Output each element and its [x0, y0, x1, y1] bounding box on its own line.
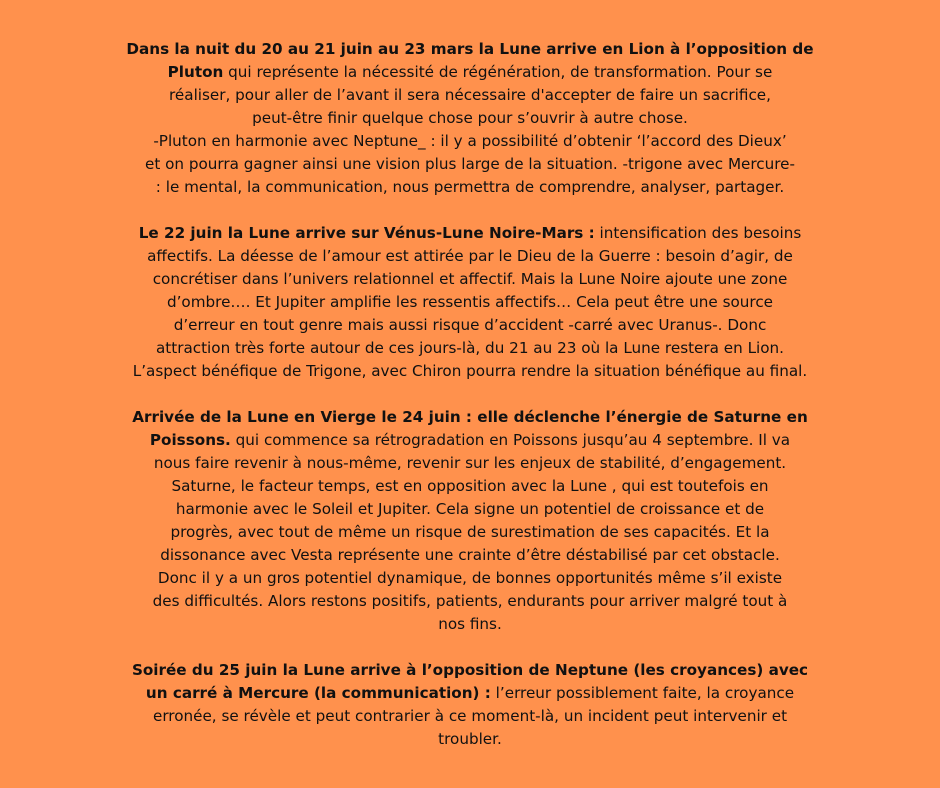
line-text: harmonie avec le Soleil et Jupiter. Cela signe un potentiel de croissance et de	[175, 500, 765, 518]
text-line	[0, 544, 940, 567]
line-text: qui commence sa rétrogradation en Poissons jusqu’au 4 septembre. Il va	[230, 431, 791, 449]
line-text: attraction très forte autour de ces jours-là, du 21 au 23 où la Lune restera en Lion.	[155, 339, 785, 357]
text-line	[0, 682, 940, 705]
paragraph-neptune-opposition	[0, 659, 940, 751]
line-text: nous faire revenir à nous-même, revenir sur les enjeux de stabilité, d’engagement.	[153, 454, 787, 472]
text-line	[0, 429, 940, 452]
text-line	[0, 153, 940, 176]
line-text: : le mental, la communication, nous permettra de comprendre, analyser, partager.	[155, 178, 785, 196]
text-line	[0, 475, 940, 498]
line-text: dissonance avec Vesta représente une crainte d’être déstabilisé par cet obstacle.	[160, 546, 780, 564]
line-text: intensification des besoins	[594, 224, 802, 242]
line-text: et on pourra gagner ainsi une vision plus large de la situation. -trigone avec Mercure-	[144, 155, 796, 173]
text-line	[0, 245, 940, 268]
line-text: affectifs. La déesse de l’amour est attirée par le Dieu de la Guerre : besoin d’agir, de	[147, 247, 793, 265]
line-text: L’aspect bénéfique de Trigone, avec Chiron pourra rendre la situation bénéfique au final.	[132, 362, 808, 380]
text-line	[0, 61, 940, 84]
text-line	[0, 705, 940, 728]
text-line	[0, 107, 940, 130]
text-line	[0, 728, 940, 751]
text-line	[0, 222, 940, 245]
text-line	[0, 130, 940, 153]
bold-lead: Poissons.	[149, 431, 231, 449]
text-line	[0, 314, 940, 337]
text-line	[0, 84, 940, 107]
text-line	[0, 337, 940, 360]
text-line	[0, 176, 940, 199]
text-line	[0, 406, 940, 429]
text-line	[0, 452, 940, 475]
line-text: nos fins.	[438, 615, 502, 633]
text-line	[0, 613, 940, 636]
text-line	[0, 291, 940, 314]
text-line	[0, 38, 940, 61]
line-text: d’erreur en tout genre mais aussi risque d’accident -carré avec Uranus-. Donc	[173, 316, 767, 334]
line-text: qui représente la nécessité de régénération, de transformation. Pour se	[223, 63, 773, 81]
bold-lead: Pluton	[167, 63, 224, 81]
line-text: troubler.	[438, 730, 502, 748]
line-text: Donc il y a un gros potentiel dynamique, de bonnes opportunités même s’il existe	[157, 569, 783, 587]
paragraph-lune-vierge	[0, 406, 940, 636]
bold-lead: Dans la nuit du 20 au 21 juin au 23 mars la Lune arrive en Lion à l’opposition de	[126, 40, 814, 58]
paragraph-venus-mars	[0, 222, 940, 383]
text-line	[0, 521, 940, 544]
line-text: -Pluton en harmonie avec Neptune_ : il y a possibilité d’obtenir ‘l’accord des Dieux’	[153, 132, 787, 150]
bold-lead: Le 22 juin la Lune arrive sur Vénus-Lune Noire-Mars :	[138, 224, 595, 242]
bold-lead: un carré à Mercure (la communication) :	[145, 684, 491, 702]
bold-lead: Soirée du 25 juin la Lune arrive à l’opposition de Neptune (les croyances) avec	[131, 661, 809, 679]
text-line	[0, 590, 940, 613]
line-text: progrès, avec tout de même un risque de surestimation de ses capacités. Et la	[170, 523, 770, 541]
text-line	[0, 567, 940, 590]
text-line	[0, 498, 940, 521]
horoscope-text-block	[0, 38, 940, 774]
text-line	[0, 360, 940, 383]
text-line	[0, 659, 940, 682]
text-line	[0, 268, 940, 291]
line-text: erronée, se révèle et peut contrarier à ce moment-là, un incident peut intervenir et	[152, 707, 788, 725]
paragraph-pluton-opposition	[0, 38, 940, 199]
line-text: peut-être finir quelque chose pour s’ouvrir à autre chose.	[252, 109, 688, 127]
line-text: d’ombre…. Et Jupiter amplifie les ressentis affectifs… Cela peut être une source	[166, 293, 774, 311]
line-text: Saturne, le facteur temps, est en opposition avec la Lune , qui est toutefois en	[171, 477, 769, 495]
bold-lead: Arrivée de la Lune en Vierge le 24 juin : elle déclenche l’énergie de Saturne en	[132, 408, 808, 426]
line-text: des difficultés. Alors restons positifs, patients, endurants pour arriver malgré tout à	[152, 592, 788, 610]
line-text: concrétiser dans l’univers relationnel et affectif. Mais la Lune Noire ajoute une zone	[152, 270, 788, 288]
line-text: l’erreur possiblement faite, la croyance	[490, 684, 795, 702]
line-text: réaliser, pour aller de l’avant il sera nécessaire d'accepter de faire un sacrifice,	[169, 86, 771, 104]
